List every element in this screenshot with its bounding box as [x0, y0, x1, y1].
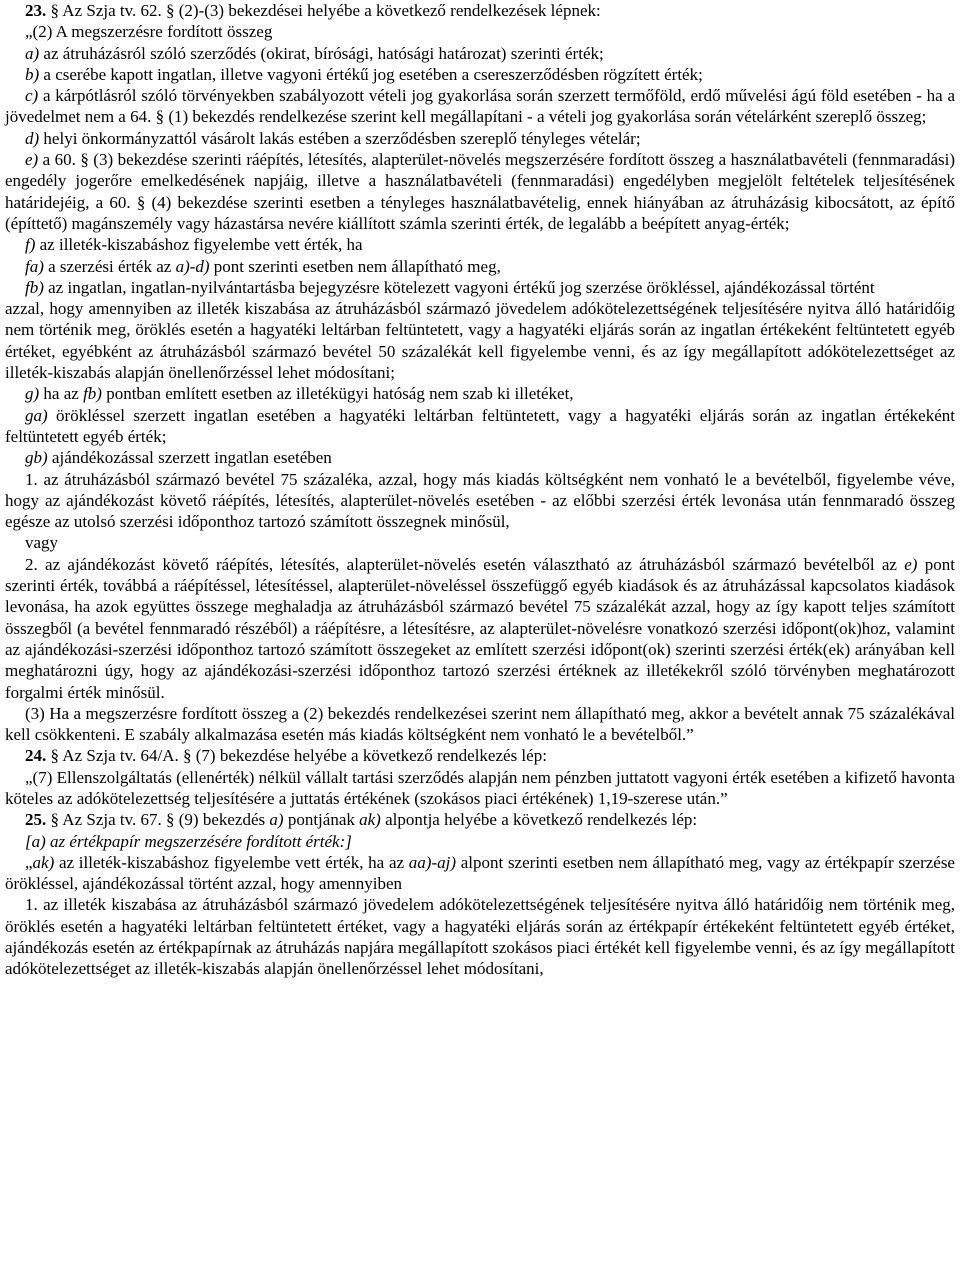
paragraph-l3	[5, 64, 955, 85]
paragraph-l19	[5, 767, 955, 810]
paragraph-l10	[5, 298, 955, 383]
text-run: az ingatlan, ingatlan-nyilvántartásba bejegyzésre kötelezett vagyoni értékű jog szerzése örökléssel, ajándékozással történt	[43, 277, 875, 297]
paragraph-l5	[5, 128, 955, 149]
text-run: alpontja helyébe a következő rendelkezés lép:	[380, 810, 698, 830]
text-run: § Az Szja tv. 67. § (9) bekezdés	[46, 810, 270, 830]
text-run: d)	[25, 128, 40, 148]
text-run: vagy	[25, 533, 59, 553]
paragraph-l14	[5, 469, 955, 533]
text-run: az illeték-kiszabáshoz figyelembe vett érték, ha az	[54, 852, 409, 872]
paragraph-l23	[5, 894, 955, 979]
text-run: ak)	[359, 810, 381, 830]
paragraph-l2	[5, 43, 955, 64]
text-run: örökléssel szerzett ingatlan esetében a hagyatéki leltárban feltüntetett, vagy a hagyatéki eljárás során az ingatlan értékeként feltüntetett egyéb érték;	[5, 405, 955, 446]
text-run: 1. az illeték kiszabása az átruházásból származó jövedelem adókötelezettségének teljesítésére nyitva álló határidőig nem történik meg, öröklés esetén a hagyatéki leltárban feltüntetett értéket, vagy a hagyatéki eljárás során az értékpapír értékeként feltüntetett egyéb értéket, ajándékozás esetén az értékpapírnak az átruházás napjára megállapított szokásos piaci értékét kell figyelembe venni, és az így megállapított adókötelezettséget az illeték-kiszabás alapján önellenőrzéssel lehet módosítani,	[5, 895, 955, 979]
text-run: f)	[25, 235, 36, 255]
text-run: b)	[25, 64, 40, 84]
text-run: a)	[25, 43, 40, 63]
paragraph-l7	[5, 234, 955, 255]
text-run: c)	[25, 86, 39, 106]
text-run: a szerzési érték az	[43, 256, 176, 276]
paragraph-l21	[5, 831, 955, 852]
text-run: 23.	[25, 1, 47, 20]
text-run: „	[25, 852, 33, 872]
paragraph-l4	[5, 85, 955, 128]
text-run: a)-d)	[175, 256, 210, 276]
paragraph-l6	[5, 149, 955, 234]
text-run: pontjának	[283, 810, 360, 830]
text-run: az átruházásról szóló szerződés (okirat, bírósági, hatósági határozat) szerinti érték;	[39, 43, 604, 63]
text-run: g)	[25, 384, 40, 404]
text-run: e)	[904, 554, 918, 574]
text-run: § Az Szja tv. 62. § (2)-(3) bekezdései helyébe a következő rendelkezések lépnek:	[46, 1, 601, 20]
text-run: 2. az ajándékozást követő ráépítés, létesítés, alapterület-növelés esetén választható az átruházásból származó bevételből az	[25, 554, 905, 574]
text-run: [a) az értékpapír megszerzésére fordított érték:]	[25, 831, 352, 851]
paragraph-l8	[5, 256, 955, 277]
text-run: pontban említett esetben az illetékügyi hatóság nem szab ki illetéket,	[101, 384, 574, 404]
text-run: 1. az átruházásból származó bevétel 75 százaléka, azzal, hogy más kiadás költségként nem vonható le a bevételből, figyelembe véve, hogy az ajándékozást követő ráépítés, létesítés, alapterület-növelés esetében - az előbbi szerzési érték levonása után fennmaradó összeg egésze az utolsó szerzési időponthoz tartozó számított összegnek minősül,	[5, 469, 955, 532]
text-run: helyi önkormányzattól vásárolt lakás estében a szerződésben szereplő tényleges vételár;	[39, 128, 641, 148]
text-run: fb)	[25, 277, 44, 297]
text-run: ga)	[25, 405, 48, 425]
text-run: fa)	[25, 256, 44, 276]
paragraph-l18	[5, 745, 955, 766]
paragraph-l16	[5, 554, 955, 703]
paragraph-l20	[5, 809, 955, 830]
document-page	[5, 0, 955, 980]
paragraph-l1	[5, 21, 955, 42]
text-run: az illeték-kiszabáshoz figyelembe vett érték, ha	[35, 235, 363, 255]
text-run: fb)	[83, 384, 102, 404]
paragraph-l13	[5, 447, 955, 468]
text-run: 25.	[25, 810, 47, 830]
text-run: § Az Szja tv. 64/A. § (7) bekezdése helyébe a következő rendelkezés lép:	[46, 746, 547, 766]
text-run: pont szerinti esetben nem állapítható meg,	[209, 256, 501, 276]
paragraph-l9	[5, 277, 955, 298]
text-run: ha az	[39, 384, 84, 404]
text-run: aa)-aj)	[408, 852, 456, 872]
paragraph-l17	[5, 703, 955, 746]
text-run: 24.	[25, 746, 47, 766]
paragraph-l0	[5, 0, 955, 21]
text-run: „(7) Ellenszolgáltatás (ellenérték) nélkül vállalt tartási szerződés alapján nem pénzben juttatott vagyoni érték esetében a kifizető havonta köteles az adókötelezettség teljesítésére a juttatás értékének (szokásos piaci értékének) 1,19-szerese után.”	[5, 767, 955, 808]
paragraph-l22	[5, 852, 955, 895]
paragraph-l15	[5, 532, 955, 553]
text-run: alpont szerinti esetben nem állapítható meg, vagy az értékpapír szerzése örökléssel, ajándékozással történt azzal, hogy amennyiben	[5, 852, 955, 894]
text-run: „(2) A megszerzésre fordított összeg	[25, 22, 273, 42]
text-run: gb)	[25, 448, 48, 468]
text-run: e)	[25, 150, 39, 170]
text-run: ajándékozással szerzett ingatlan esetében	[47, 448, 332, 468]
text-run: azzal, hogy amennyiben az illeték kiszabása az átruházásból származó jövedelem adókötelezettségének teljesítésére nyitva álló határidőig nem történik meg, öröklés esetén a hagyatéki leltárban feltüntetett, vagy a hagyatéki eljárás során az ingatlan értékeként feltüntetett egyéb értéket, egyébként az átruházásból származó bevétel 50 százalékát kell figyelembe venni, és az így megállapított adókötelezettséget az illeték-kiszabás alapján önellenőrzéssel lehet módosítani;	[5, 299, 955, 383]
text-run: ak)	[32, 852, 55, 872]
text-run: a)	[269, 810, 284, 830]
text-run: pont szerinti érték, továbbá a ráépítéssel, létesítéssel, alapterület-növeléssel összefüggő egyéb kiadások és az átruházással kapcsolatos kiadások levonása, ha azok együttes összege meghaladja az átruházásból származó bevétel 75 százalékát azzal, hogy az így kapott teljes számított összegből (a bevétel fennmaradó részéből) a ráépítésre, a létesítésre, az alapterület-növelésre vonatkozó szerzési időpont(ok)hoz, valamint az ajándékozási-szerzési időponthoz tartozó számított összegeket az említett szerzési időpont(ok) szerinti szerzési érték(ek) arányában kell meghatározni úgy, hogy az ajándékozási-szerzési időponthoz tartozó szerzési értéknek az illetékekről szóló törvényben meghatározott forgalmi érték minősül.	[5, 554, 955, 702]
paragraph-l11	[5, 383, 955, 404]
text-run: a kárpótlásról szóló törvényekben szabályozott vételi jog gyakorlása során szerzett termőföld, erdő művelési ágú föld esetében - ha a jövedelmet nem a 64. § (1) bekezdés rendelkezése szerint kell megállapítani - a vételi jog gyakorlása során vételárként szereplő összeg;	[5, 86, 955, 127]
text-run: (3) Ha a megszerzésre fordított összeg a (2) bekezdés rendelkezései szerint nem állapítható meg, akkor a bevételt annak 75 százalékával kell csökkenteni. E szabály alkalmazása esetén más kiadás költségként nem vonható le a bevételből.”	[5, 703, 955, 745]
text-run: a cserébe kapott ingatlan, illetve vagyoni értékű jog esetében a csereszerződésben rögzített érték;	[39, 64, 703, 84]
paragraph-l12	[5, 405, 955, 448]
text-run: a 60. § (3) bekezdése szerinti ráépítés, létesítés, alapterület-növelés megszerzésére fordított összeg a használatbavételi (fennmaradási) engedély jogerőre emelkedésének napjáig, illetve a használatbavételi (fennmaradási) engedélyben megjelölt feltételek teljesítésének határidejéig, a 60. § (4) bekezdése szerinti esetben a tényleges használatbavételig, ennek hiányában az átruházásig kibocsátott, az építő (építtető) magánszemély vagy házastársa nevére kiállított számla szerinti érték, de legalább a beépített anyag-érték;	[5, 150, 955, 233]
